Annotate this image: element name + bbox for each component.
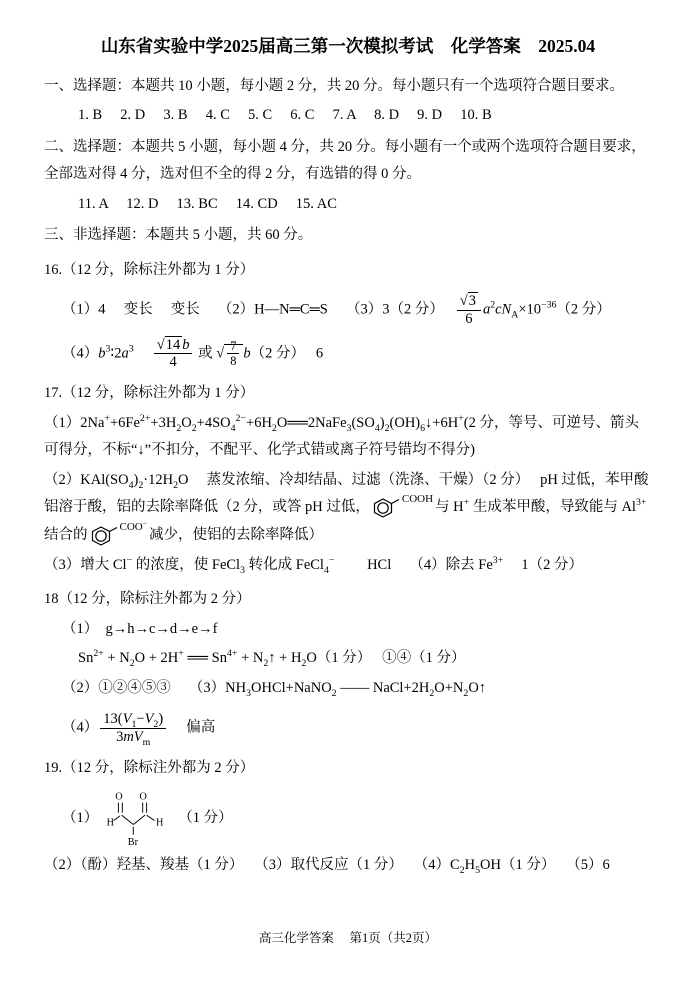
bromomalonaldehyde-structure-icon (106, 790, 170, 848)
q19-answer-line-1 (44, 790, 652, 848)
q16-answer-line-2: $(4)b^3∶2a^3$ $\frac{√14 b}{4}$ 或 √ $\frac{7}{8}$ b（2 分） 6 (62, 336, 324, 371)
oxygen-atom-label: O (115, 791, 123, 803)
q19-header: 19.（12 分，除标注外都为 2 分） (44, 759, 255, 776)
q17-answer-line-1: $(1)2Na^++6Fe^{2+}+3H_2O_2+4SO_4^{2-}+6H_2O══2NaFe_3(SO_4)_2(OH)_6↓+6H^+(2$ 分，等号、可逆号、箭头可得分，不标“↓”不扣分，不配平、化学式错或离子符号错均不得分) (44, 412, 639, 459)
q17-answer-line-2 (44, 467, 652, 550)
q16-answer-line-1: （1）4 变长 变长 （2）H—N═C═S （3）3（2 分） $\frac{√3}{6}$ $a^2cN_A\times 10^{-36}(2$ 分） (62, 293, 611, 327)
q18-header: 18（12 分，除标注外都为 2 分） (44, 591, 251, 608)
q18-answer-line-2: $Sn^{2+} + N_2O + 2H^+$ ══ $Sn^{4+}$ + $N_2↑ + H_2O(1$ 分） ①④（1 分） (78, 648, 466, 670)
benzene-ring-cooh (372, 494, 433, 522)
section-1-header: 一、选择题：本题共 10 小题，每小题 2 分，共 20 分。每小题只有一个选项符合题目要求。 (44, 77, 624, 94)
q19-1-suffix: （1 分） (178, 810, 233, 827)
oxygen-atom-label: O (139, 791, 148, 803)
benzene-ring-coo (90, 518, 147, 550)
page-footer: 高三化学答案 第1页（共2页） (258, 931, 438, 946)
q17-2-text-c: 减少，使铝的去除率降低） (148, 526, 323, 543)
q18-answer-line-1: （1） g→h→c→d→e→f (62, 620, 218, 637)
q17-2-text-a: $(2)KAl(SO_4)_2\cdot 12H_2O$ 蒸发浓缩、冷却结晶、过滤（洗涤、干燥）（2 分） pH 过低，苯甲酸铝溶于酸，铝的去除率降低（2 分，或答 pH 过低， (44, 471, 649, 516)
coo-group-label: COO− (119, 518, 147, 533)
bromine-atom-label: Br (128, 837, 139, 849)
section-2-answers: 11. A 12. D 13. BC 14. CD 15. AC (78, 195, 337, 212)
page-title: 山东省实验中学2025届高三第一次模拟考试 化学答案 2025.04 (100, 36, 596, 56)
q18-answer-line-4: （4） $\frac{13(V_1-V_2)}{3mV_m}$ 偏高 (62, 711, 216, 748)
q16-header: 16.（12 分，除标注外都为 1 分） (44, 261, 255, 278)
q17-answer-line-3: （3）增大 Cl− 的浓度，使 FeCl$_3$ 转化成 FeCl$_4$− HCl （4）除去 $Fe^{3+}$ 1（2 分） (44, 554, 583, 576)
benzene-ring-icon (90, 525, 120, 547)
q18-answer-line-3: （2）①②④⑤③ $(3)NH_3OHCl+NaNO_2$ —— $NaCl+2H_2O+N_2O↑$ (62, 679, 487, 699)
cooh-group-label: COOH (401, 493, 434, 506)
section-3-header: 三、非选择题：本题共 5 小题，共 60 分。 (44, 227, 313, 244)
hydrogen-atom-label: H (106, 817, 115, 829)
q19-answer-line-2: （2）（酚）羟基、羧基（1 分） （3）取代反应（1 分） $(4)C_2H_5OH(1$ 分） （5）6 (44, 857, 610, 877)
section-1-answers: 1. B 2. D 3. B 4. C 5. C 6. C 7. A 8. D 9. D 10. B (78, 107, 492, 124)
q17-2-text-b: 与 H+ 生成苯甲酸，导致能与 $Al^{3+}$ 结合的 (44, 497, 647, 543)
section-2-header: 二、选择题：本题共 5 小题，每小题 4 分，共 20 分。每小题有一个或两个选项符合题目要求，全部选对得 4 分，选对但不全的得 2 分，有选错的得 0 分。 (44, 138, 646, 183)
hydrogen-atom-label: H (156, 817, 164, 829)
q17-header: 17.（12 分，除标注外都为 1 分） (44, 385, 255, 402)
benzene-ring-icon (372, 497, 402, 519)
q19-1-prefix: （1） (62, 810, 99, 827)
